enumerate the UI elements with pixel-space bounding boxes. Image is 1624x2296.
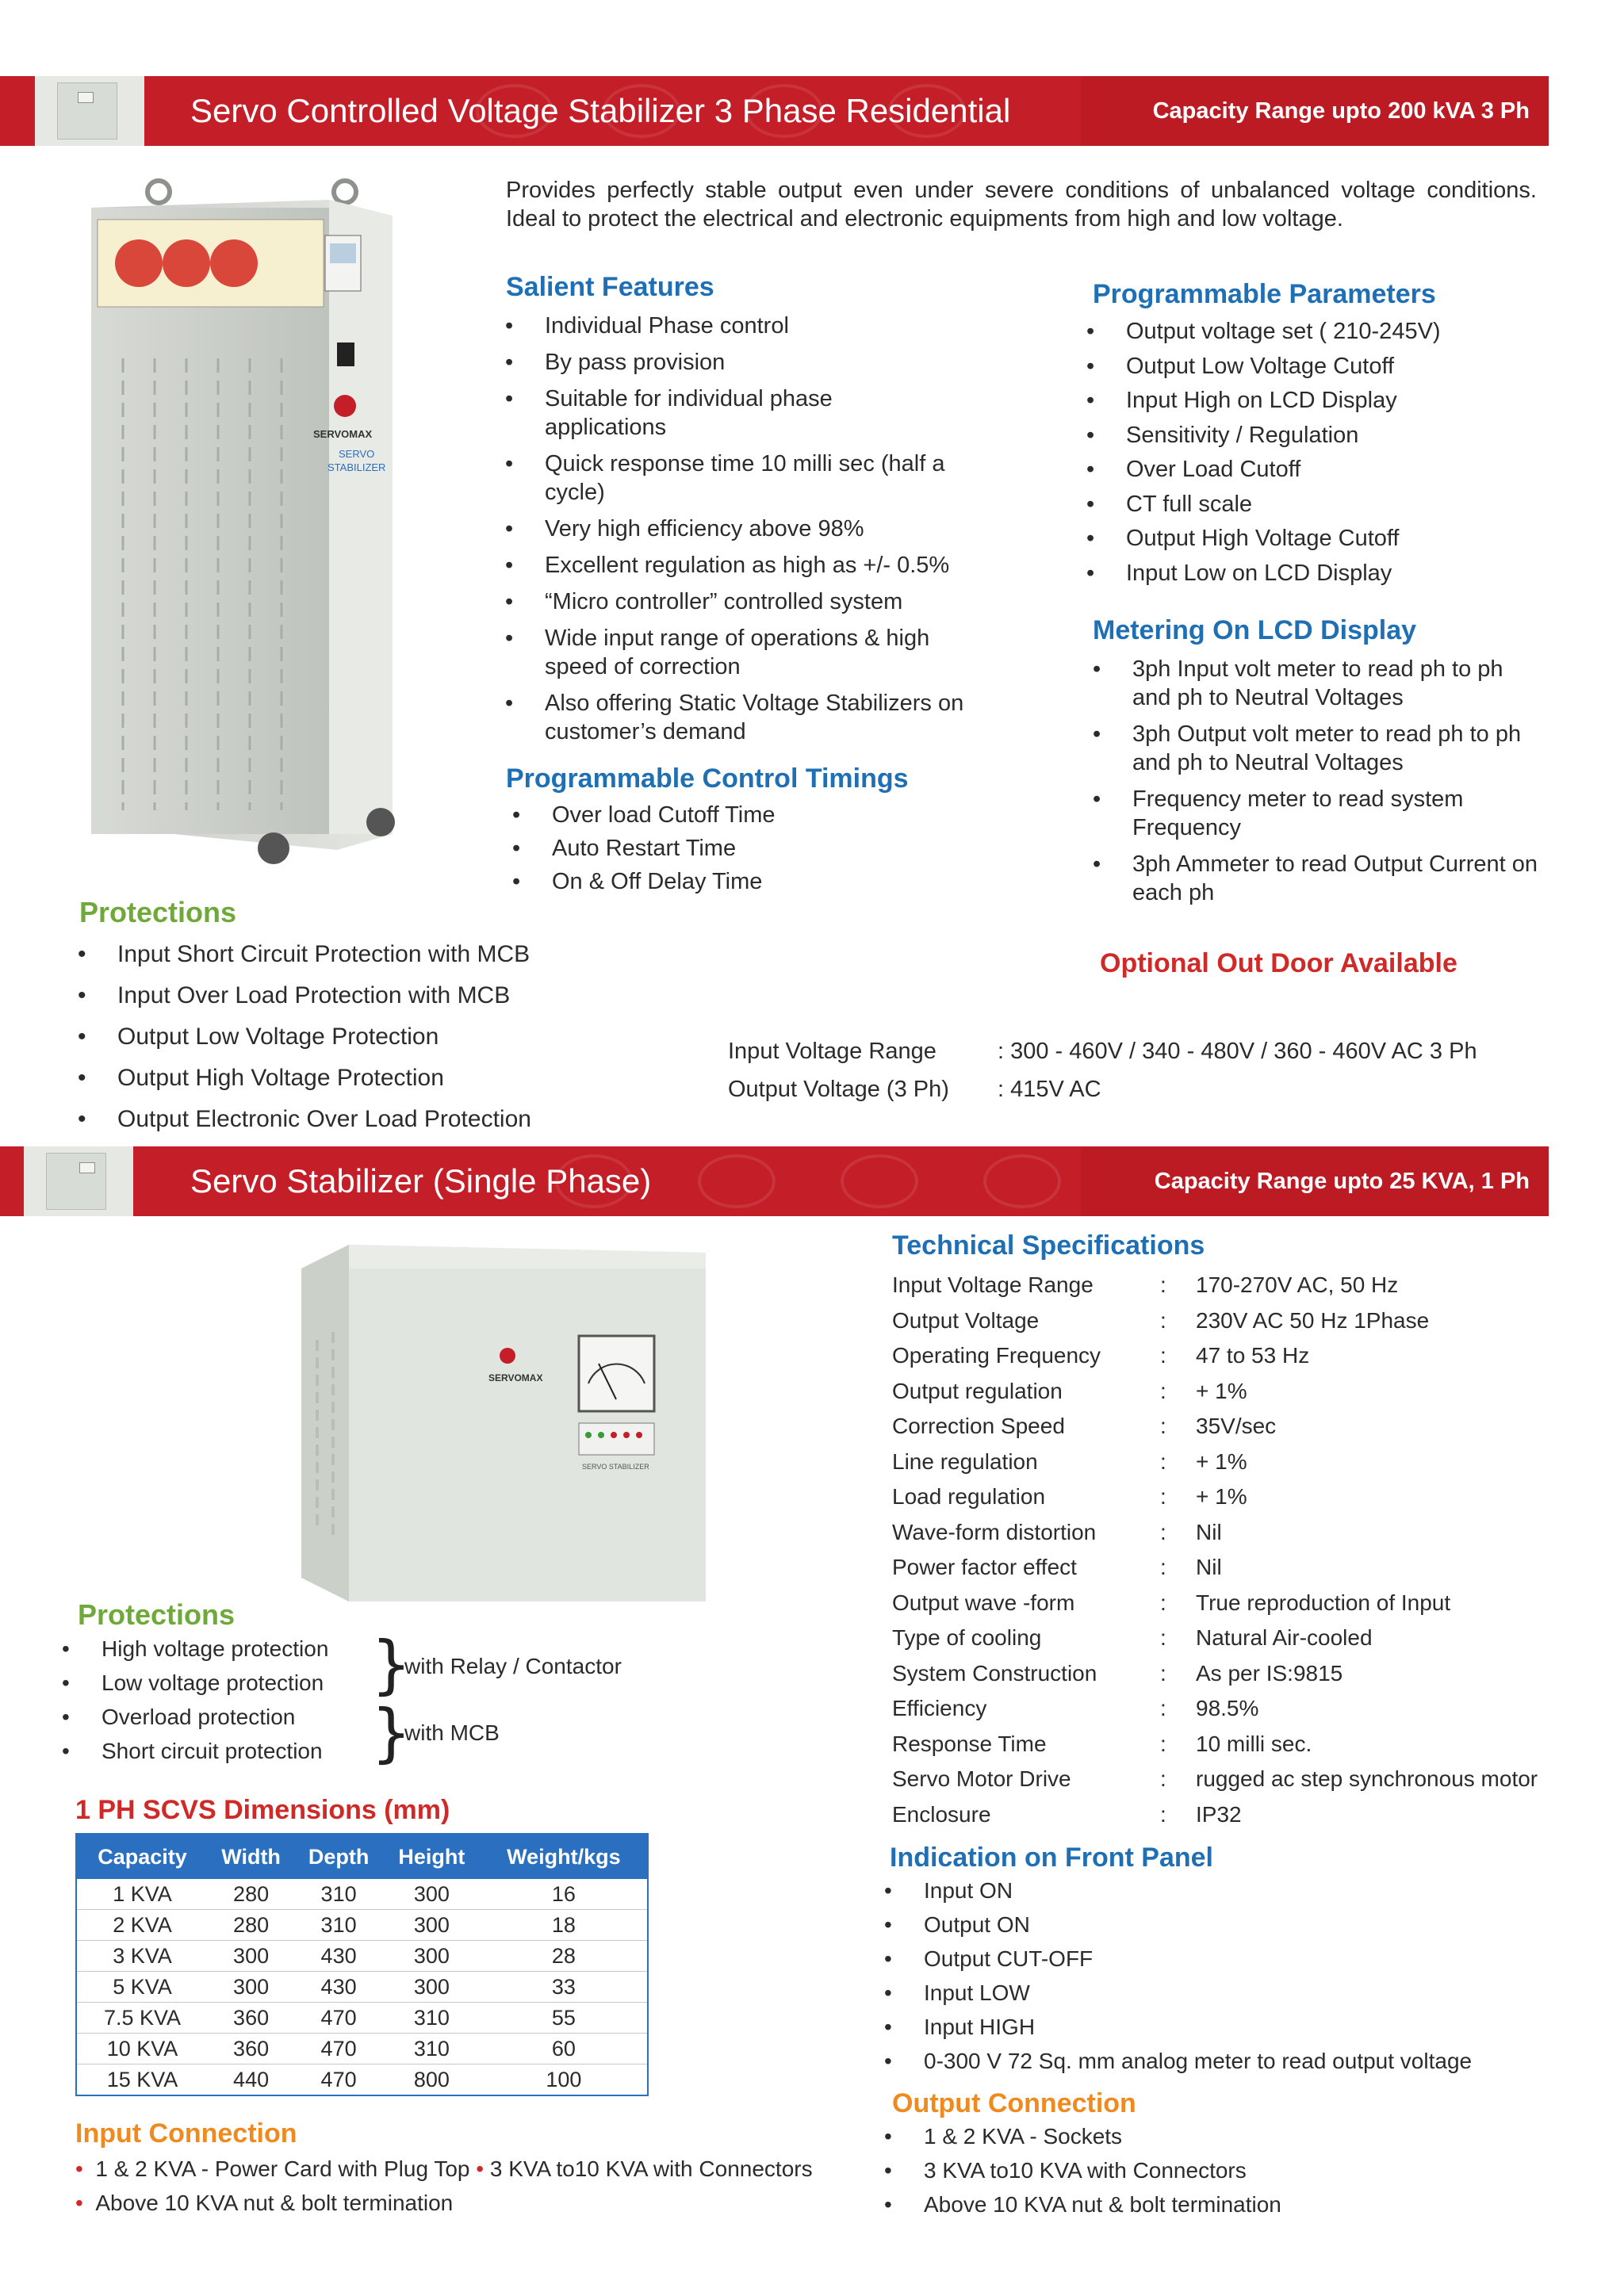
list-item: • Input Over Load Protection with MCB: [117, 982, 531, 1010]
section1-banner: [0, 76, 1549, 146]
table-cell: 1 KVA: [76, 1879, 208, 1910]
bullet: •: [476, 2156, 485, 2181]
input-connection-line-2: [75, 2189, 453, 2218]
list-item: • 3ph Input volt meter to read ph to ph and ph to Neutral Voltages: [1132, 655, 1545, 712]
list-item: • Frequency meter to read system Frequency: [1132, 785, 1545, 842]
spec-row: [892, 1590, 1590, 1625]
spec-colon: :: [1160, 1343, 1166, 1368]
output-voltage-value: : 415V AC: [998, 1077, 1101, 1102]
spec-colon: :: [1160, 1696, 1166, 1720]
list-item: • Over Load Cutoff: [1126, 455, 1441, 484]
list-item: • Input HIGH: [924, 2014, 1472, 2041]
programmable-parameters-heading: Programmable Parameters: [1093, 279, 1436, 309]
table-cell: 300: [383, 1910, 481, 1941]
spec-row: [892, 1378, 1590, 1414]
list-item: • Very high efficiency above 98%: [545, 515, 1021, 543]
salient-features-heading: Salient Features: [506, 272, 714, 302]
spec-colon: :: [1160, 1484, 1166, 1509]
salient-features-list: [545, 312, 1021, 754]
single-phase-stabilizer-image: [293, 1245, 737, 1609]
spec-colon: :: [1160, 1801, 1166, 1827]
spec-label: System Construction: [892, 1660, 1097, 1686]
spec-row: [892, 1307, 1590, 1343]
metering-list: [1132, 655, 1545, 907]
list-item: • Over load Cutoff Time: [552, 801, 776, 829]
list-item: • Output Electronic Over Load Protection: [117, 1105, 531, 1134]
list-item: • Input Low on LCD Display: [1126, 559, 1441, 587]
control-timings-heading: Programmable Control Timings: [506, 763, 909, 794]
banner-product-thumbnail: [35, 76, 144, 146]
spec-label: Output wave -form: [892, 1590, 1075, 1615]
spec-value: As per IS:9815: [1196, 1660, 1343, 1686]
table-cell: 300: [383, 1972, 481, 2003]
table-cell: 5 KVA: [76, 1972, 208, 2003]
outdoor-note: Optional Out Door Available: [1100, 948, 1457, 978]
spec-value: 10 milli sec.: [1196, 1731, 1312, 1756]
spec-label: Correction Speed: [892, 1414, 1065, 1438]
brace: }: [371, 1696, 412, 1770]
list-item: • Output High Voltage Cutoff: [1126, 524, 1441, 553]
table-row: [76, 1941, 648, 1972]
spec-row: [892, 1483, 1590, 1519]
table-cell: 10 KVA: [76, 2034, 208, 2064]
table-cell: 440: [208, 2064, 294, 2096]
unit-panel-label: SERVO STABILIZER: [582, 1463, 649, 1471]
table-cell: 470: [294, 2034, 383, 2064]
table-cell: 28: [481, 1941, 648, 1972]
spec-colon: :: [1160, 1731, 1166, 1756]
spec-label: Enclosure: [892, 1801, 991, 1827]
spec-label: Line regulation: [892, 1448, 1038, 1474]
indication-heading: Indication on Front Panel: [890, 1843, 1213, 1873]
list-item: • “Micro controller” controlled system: [545, 587, 1021, 616]
list-item: • Suitable for individual phase applications: [545, 385, 917, 442]
column-header: Depth: [294, 1834, 383, 1879]
list-item: • Output CUT-OFF: [924, 1946, 1472, 1973]
section2-capacity-badge: [1081, 1146, 1549, 1216]
list-item: 3 KVA to10 KVA with Connectors: [489, 2156, 813, 2181]
spec-value: Nil: [1196, 1555, 1222, 1579]
list-item: • Excellent regulation as high as +/- 0.5%: [545, 551, 1021, 580]
spec-row: [892, 1272, 1590, 1307]
list-item: • Output Low Voltage Protection: [117, 1023, 531, 1051]
list-item: • Output High Voltage Protection: [117, 1064, 531, 1093]
section1-protections-list: [117, 940, 531, 1134]
section2-title: Servo Stabilizer (Single Phase): [190, 1162, 652, 1200]
spec-label: Servo Motor Drive: [892, 1766, 1071, 1791]
list-item: Above 10 KVA nut & bolt termination: [95, 2191, 454, 2215]
dimensions-table: [75, 1833, 649, 2096]
list-item: • 1 & 2 KVA - Sockets: [924, 2123, 1281, 2150]
spec-value: True reproduction of Input: [1196, 1590, 1451, 1615]
section2-capacity: Capacity Range upto 25 KVA, 1 Ph: [1154, 1169, 1530, 1194]
list-item: • Output ON: [924, 1911, 1472, 1938]
relay-contactor-note: with Relay / Contactor: [404, 1654, 622, 1678]
list-item: • Output Low Voltage Cutoff: [1126, 352, 1441, 381]
cabinet-label-line2: STABILIZER: [327, 461, 386, 473]
list-item: • Auto Restart Time: [552, 834, 776, 863]
table-cell: 300: [383, 1941, 481, 1972]
table-cell: 7.5 KVA: [76, 2003, 208, 2034]
spec-value: + 1%: [1196, 1378, 1247, 1403]
spec-row: [892, 1695, 1590, 1731]
spec-row: [892, 1801, 1590, 1837]
spec-value: 35V/sec: [1196, 1414, 1277, 1438]
section2-protections-list: [102, 1636, 328, 1765]
spec-colon: :: [1160, 1378, 1166, 1403]
list-item: • Input Short Circuit Protection with MCB: [117, 940, 531, 969]
spec-label: Load regulation: [892, 1484, 1046, 1509]
spec-colon: :: [1160, 1414, 1166, 1438]
table-cell: 310: [294, 1879, 383, 1910]
bullet: •: [75, 2191, 83, 2215]
spec-value: 98.5%: [1196, 1696, 1259, 1720]
spec-value: + 1%: [1196, 1484, 1247, 1509]
table-cell: 3 KVA: [76, 1941, 208, 1972]
spec-label: Input Voltage Range: [892, 1272, 1094, 1297]
list-item: 1 & 2 KVA - Power Card with Plug Top: [95, 2156, 470, 2181]
table-cell: 280: [208, 1910, 294, 1941]
list-item: • 3ph Output volt meter to read ph to ph and ph to Neutral Voltages: [1132, 720, 1545, 777]
spec-row: [892, 1554, 1590, 1590]
section1-intro: Provides perfectly stable output even under severe conditions of unbalanced voltage conditions. Ideal to protect the electrical and electronic equipments from high and low voltage.: [506, 178, 1537, 232]
table-cell: 300: [208, 1941, 294, 1972]
technical-specifications-heading: Technical Specifications: [892, 1230, 1205, 1261]
table-row: [76, 1910, 648, 1941]
table-cell: 430: [294, 1972, 383, 2003]
table-cell: 800: [383, 2064, 481, 2096]
list-item: • Short circuit protection: [102, 1738, 328, 1765]
list-item: • Above 10 KVA nut & bolt termination: [924, 2191, 1281, 2218]
spec-row: [892, 1519, 1590, 1555]
cabinet-brand-label: SERVOMAX: [313, 428, 373, 440]
table-cell: 2 KVA: [76, 1910, 208, 1941]
list-item: • Input ON: [924, 1877, 1472, 1904]
list-item: • 0-300 V 72 Sq. mm analog meter to read output voltage: [924, 2048, 1472, 2075]
metering-heading: Metering On LCD Display: [1093, 615, 1417, 645]
spec-label: Power factor effect: [892, 1555, 1077, 1579]
table-cell: 60: [481, 2034, 648, 2064]
spec-colon: :: [1160, 1307, 1166, 1333]
spec-colon: :: [1160, 1555, 1166, 1579]
spec-value: + 1%: [1196, 1448, 1247, 1474]
list-item: • Overload protection: [102, 1704, 328, 1731]
technical-specifications-table: [892, 1272, 1590, 1836]
spec-row: [892, 1448, 1590, 1484]
banner-product-thumbnail: [24, 1146, 133, 1216]
spec-label: Wave-form distortion: [892, 1519, 1097, 1544]
list-item: • Quick response time 10 milli sec (half a cycle): [545, 450, 997, 507]
column-header: Height: [383, 1834, 481, 1879]
list-item: • Low voltage protection: [102, 1670, 328, 1697]
table-cell: 360: [208, 2003, 294, 2034]
table-cell: 55: [481, 2003, 648, 2034]
input-voltage-range-label: Input Voltage Range: [728, 1039, 936, 1064]
table-row: [76, 2003, 648, 2034]
spec-colon: :: [1160, 1766, 1166, 1791]
list-item: • Input High on LCD Display: [1126, 386, 1441, 415]
spec-row: [892, 1624, 1590, 1660]
spec-label: Response Time: [892, 1731, 1047, 1756]
list-item: • 3 KVA to10 KVA with Connectors: [924, 2157, 1281, 2184]
table-cell: 300: [383, 1879, 481, 1910]
table-cell: 470: [294, 2064, 383, 2096]
spec-value: 170-270V AC, 50 Hz: [1196, 1272, 1399, 1297]
list-item: • Also offering Static Voltage Stabilizers on customer’s demand: [545, 689, 1021, 746]
table-cell: 15 KVA: [76, 2064, 208, 2096]
spec-label: Operating Frequency: [892, 1343, 1101, 1368]
list-item: • 3ph Ammeter to read Output Current on each ph: [1132, 850, 1545, 907]
column-header: Weight/kgs: [481, 1834, 648, 1879]
table-cell: 18: [481, 1910, 648, 1941]
spec-colon: :: [1160, 1272, 1166, 1297]
section1-capacity: Capacity Range upto 200 kVA 3 Ph: [1152, 98, 1530, 124]
three-phase-stabilizer-image: [75, 176, 408, 874]
section2-banner: [0, 1146, 1549, 1216]
list-item: • Sensitivity / Regulation: [1126, 421, 1441, 450]
table-cell: 430: [294, 1941, 383, 1972]
table-row: [76, 2064, 648, 2096]
programmable-parameters-list: [1126, 317, 1441, 587]
spec-colon: :: [1160, 1660, 1166, 1686]
section1-protections-heading: Protections: [79, 896, 237, 928]
column-header: Capacity: [76, 1834, 208, 1879]
table-row: [76, 1879, 648, 1910]
column-header: Width: [208, 1834, 294, 1879]
spec-colon: :: [1160, 1590, 1166, 1615]
spec-row: [892, 1660, 1590, 1696]
table-cell: 280: [208, 1879, 294, 1910]
table-cell: 100: [481, 2064, 648, 2096]
cabinet-label-line1: SERVO: [339, 448, 375, 460]
table-cell: 360: [208, 2034, 294, 2064]
spec-value: rugged ac step synchronous motor: [1196, 1766, 1538, 1791]
spec-value: 230V AC 50 Hz 1Phase: [1196, 1307, 1430, 1333]
spec-colon: :: [1160, 1625, 1166, 1650]
section1-title: Servo Controlled Voltage Stabilizer 3 Phase Residential: [190, 92, 1011, 129]
spec-row: [892, 1731, 1590, 1766]
spec-row: [892, 1766, 1590, 1801]
spec-label: Efficiency: [892, 1696, 987, 1720]
bullet: •: [75, 2156, 83, 2181]
spec-row: [892, 1342, 1590, 1378]
output-connection-list: [924, 2123, 1281, 2218]
spec-row: [892, 1413, 1590, 1448]
spec-colon: :: [1160, 1519, 1166, 1544]
indication-list: [924, 1877, 1472, 2075]
dimensions-heading: 1 PH SCVS Dimensions (mm): [75, 1795, 450, 1825]
table-row: [76, 1972, 648, 2003]
spec-label: Type of cooling: [892, 1625, 1042, 1650]
table-cell: 470: [294, 2003, 383, 2034]
mcb-note: with MCB: [404, 1720, 500, 1745]
output-connection-heading: Output Connection: [892, 2088, 1136, 2118]
spec-value: 47 to 53 Hz: [1196, 1343, 1310, 1368]
control-timings-list: [552, 801, 776, 896]
list-item: • High voltage protection: [102, 1636, 328, 1663]
table-cell: 33: [481, 1972, 648, 2003]
list-item: • Input LOW: [924, 1980, 1472, 2007]
table-row: [76, 2034, 648, 2064]
table-cell: 300: [208, 1972, 294, 2003]
list-item: • On & Off Delay Time: [552, 867, 776, 896]
list-item: • Output voltage set ( 210-245V): [1126, 317, 1441, 346]
spec-label: Output regulation: [892, 1378, 1063, 1403]
list-item: • CT full scale: [1126, 490, 1441, 519]
input-voltage-range-value: : 300 - 460V / 340 - 480V / 360 - 460V AC 3 Ph: [998, 1039, 1477, 1064]
brace: }: [371, 1628, 412, 1701]
spec-value: Natural Air-cooled: [1196, 1625, 1373, 1650]
unit-brand-label: SERVOMAX: [488, 1372, 543, 1383]
list-item: • Wide input range of operations & high speed of correction: [545, 624, 997, 681]
spec-value: Nil: [1196, 1519, 1222, 1544]
input-connection-heading: Input Connection: [75, 2118, 297, 2149]
spec-value: IP32: [1196, 1801, 1242, 1827]
table-cell: 310: [294, 1910, 383, 1941]
list-item: • Individual Phase control: [545, 312, 1021, 340]
list-item: • By pass provision: [545, 348, 1021, 377]
input-connection-line-1: [75, 2155, 813, 2183]
table-cell: 16: [481, 1879, 648, 1910]
table-cell: 310: [383, 2003, 481, 2034]
spec-label: Output Voltage: [892, 1307, 1040, 1333]
spec-colon: :: [1160, 1448, 1166, 1474]
section2-protections-heading: Protections: [78, 1598, 236, 1631]
output-voltage-label: Output Voltage (3 Ph): [728, 1077, 949, 1102]
table-cell: 310: [383, 2034, 481, 2064]
section1-capacity-badge: [1081, 76, 1549, 146]
